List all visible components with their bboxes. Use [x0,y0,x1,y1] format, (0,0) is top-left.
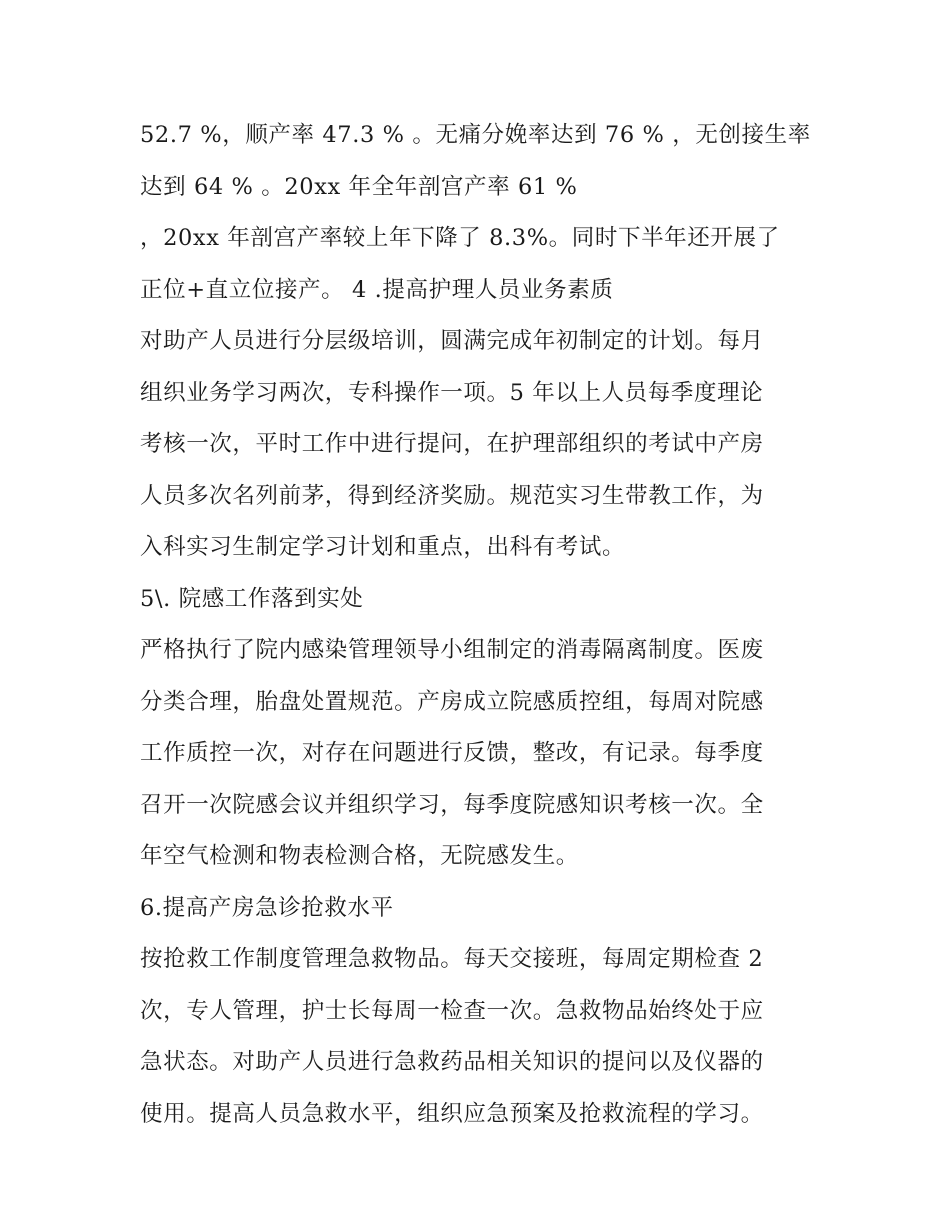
text-line: 对助产人员进行分层级培训，圆满完成年初制定的计划。每月 [140,328,764,354]
text-line: 入科实习生制定学习计划和重点，出科有考试。 [140,534,626,560]
text-line: 年空气检测和物表检测合格，无院感发生。 [140,843,579,869]
text-line: 正位+直立位接产。 4 .提高护理人员业务素质 [140,276,614,303]
text-line: 考核一次，平时工作中进行提问，在护理部组织的考试中产房 [140,431,764,457]
text-line: 按抢救工作制度管理急救物品。每天交接班，每周定期检查 2 [140,946,764,972]
text-line: 工作质控一次，对存在问题进行反馈，整改，有记录。每季度 [140,740,764,766]
text-line: 使用。提高人员急救水平，组织应急预案及抢救流程的学习。 [140,1100,764,1127]
text-line: ，20xx 年剖宫产率较上年下降了 8.3%。同时下半年还开展了 [140,225,780,251]
section-heading: 5\. 院感工作落到实处 [140,585,364,612]
text-line: 召开一次院感会议并组织学习，每季度院感知识考核一次。全 [140,791,764,818]
text-line: 次，专人管理，护士长每周一检查一次。急救物品始终处于应 [140,997,764,1024]
section-heading: 6.提高产房急诊抢救水平 [140,894,394,921]
text-line: 严格执行了院内感染管理领导小组制定的消毒隔离制度。医废 [140,637,764,663]
document-body [140,110,820,1140]
text-line: 急状态。对助产人员进行急救药品相关知识的提问以及仪器的 [140,1049,764,1075]
text-line: 达到 64 % 。20xx 年全年剖宫产率 61 % [140,173,578,200]
text-line: 组织业务学习两次，专科操作一项。5 年以上人员每季度理论 [140,379,764,406]
text-line: 52.7 %，顺产率 47.3 % 。无痛分娩率达到 76 % ，无创接生率 [140,122,811,148]
text-line: 人员多次名列前茅，得到经济奖励。规范实习生带教工作，为 [140,482,764,509]
text-line: 分类合理，胎盘处置规范。产房成立院感质控组，每周对院感 [140,688,764,715]
